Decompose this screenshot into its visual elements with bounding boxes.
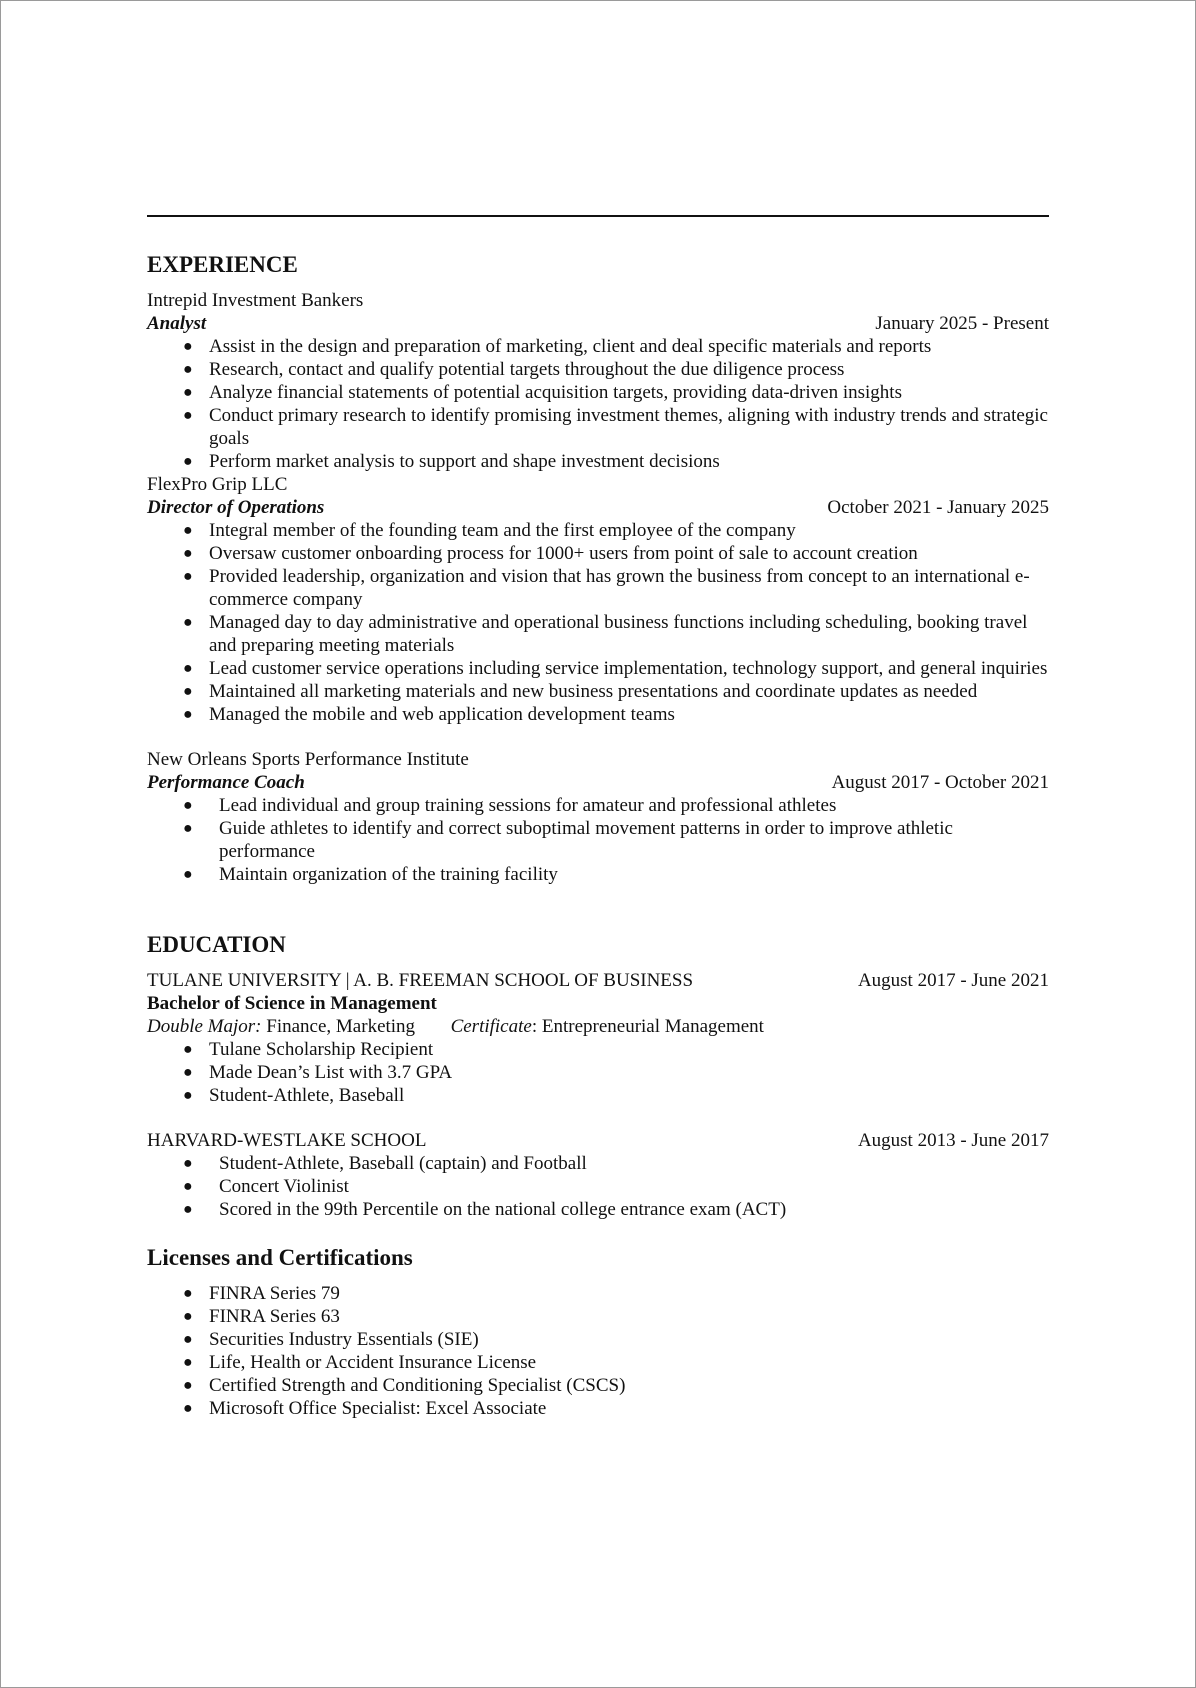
spacer [147,726,1049,748]
list-item: ● Integral member of the founding team and the first employee of the company [147,519,1049,542]
bullet-list [147,794,1049,886]
list-item: ● Maintain organization of the training facility [147,863,1049,886]
list-item: ● Certified Strength and Conditioning Specialist (CSCS) [147,1374,1049,1397]
list-item: ● Provided leadership, organization and vision that has grown the business from concept to an international e-commerce company [147,565,1049,611]
resume-content [147,215,1049,1420]
education-entry [147,1129,1049,1221]
list-item: ● Concert Violinist [147,1175,1049,1198]
major-label: Double Major: [147,1016,262,1037]
school-line [147,969,1049,992]
list-item: ● Maintained all marketing materials and new business presentations and coordinate updates as needed [147,680,1049,703]
bullet-list [147,1152,1049,1221]
list-item: ● Life, Health or Accident Insurance License [147,1351,1049,1374]
licenses-heading: Licenses and Certifications [147,1245,413,1270]
experience-heading: EXPERIENCE [147,252,298,277]
list-item: ● Conduct primary research to identify promising investment themes, aligning with industry trends and strategic goals [147,404,1049,450]
role-line [147,771,1049,794]
education-entry [147,969,1049,1107]
list-item: ● Research, contact and qualify potential targets throughout the due diligence process [147,358,1049,381]
list-item: ● Analyze financial statements of potential acquisition targets, providing data-driven insights [147,381,1049,404]
spacer [147,886,1049,931]
role-line [147,312,1049,335]
job-dates: August 2017 - October 2021 [831,772,1049,793]
spacer [147,1107,1049,1129]
bullet-list [147,1038,1049,1107]
company-name: FlexPro Grip LLC [147,474,288,495]
job-entry [147,748,1049,886]
bullet-list [147,519,1049,726]
degree: Bachelor of Science in Management [147,993,437,1014]
company-name: New Orleans Sports Performance Institute [147,749,469,770]
education-heading: EDUCATION [147,932,286,957]
role-line [147,496,1049,519]
list-item: ● Tulane Scholarship Recipient [147,1038,1049,1061]
company-name: Intrepid Investment Bankers [147,290,364,311]
bullet-list [147,335,1049,473]
bullet-list [147,1282,1049,1420]
list-item: ● Scored in the 99th Percentile on the national college entrance exam (ACT) [147,1198,1049,1221]
list-item: ● Made Dean’s List with 3.7 GPA [147,1061,1049,1084]
list-item: ● Lead customer service operations including service implementation, technology support, and general inquiries [147,657,1049,680]
list-item: ● Assist in the design and preparation of marketing, client and deal specific materials and reports [147,335,1049,358]
list-item: ● Microsoft Office Specialist: Excel Associate [147,1397,1049,1420]
list-item: ● Student-Athlete, Baseball (captain) and Football [147,1152,1049,1175]
list-item: ● FINRA Series 63 [147,1305,1049,1328]
school-dates: August 2013 - June 2017 [857,1130,1049,1151]
list-item: ● Managed day to day administrative and operational business functions including scheduling, booking travel and preparing meeting materials [147,611,1049,657]
list-item: ● Lead individual and group training sessions for amateur and professional athletes [147,794,1049,817]
list-item: ● Securities Industry Essentials (SIE) [147,1328,1049,1351]
list-item: ● Perform market analysis to support and shape investment decisions [147,450,1049,473]
list-item: ● Guide athletes to identify and correct suboptimal movement patterns in order to improve athletic performance [147,817,1049,863]
job-title: Performance Coach [147,772,305,793]
school-dates: August 2017 - June 2021 [857,970,1049,991]
list-item: ● FINRA Series 79 [147,1282,1049,1305]
major-value: Finance, Marketing [261,1016,416,1037]
certificate-value: : Entrepreneurial Management [531,1016,764,1037]
school-line [147,1129,1049,1152]
job-entry [147,473,1049,726]
list-item: ● Student-Athlete, Baseball [147,1084,1049,1107]
school-name: TULANE UNIVERSITY | A. B. FREEMAN SCHOOL OF BUSINESS [147,970,694,991]
job-dates: October 2021 - January 2025 [827,497,1049,518]
job-dates: January 2025 - Present [875,313,1049,334]
job-title: Analyst [147,313,207,334]
list-item: ● Managed the mobile and web application development teams [147,703,1049,726]
job-entry [147,289,1049,473]
job-title: Director of Operations [147,497,325,518]
header-divider [147,215,1049,217]
major-line [147,1015,1049,1038]
school-name: HARVARD-WESTLAKE SCHOOL [147,1130,427,1151]
list-item: ● Oversaw customer onboarding process for 1000+ users from point of sale to account creation [147,542,1049,565]
certificate-label: Certificate [450,1016,532,1037]
spacer [147,1221,1049,1244]
